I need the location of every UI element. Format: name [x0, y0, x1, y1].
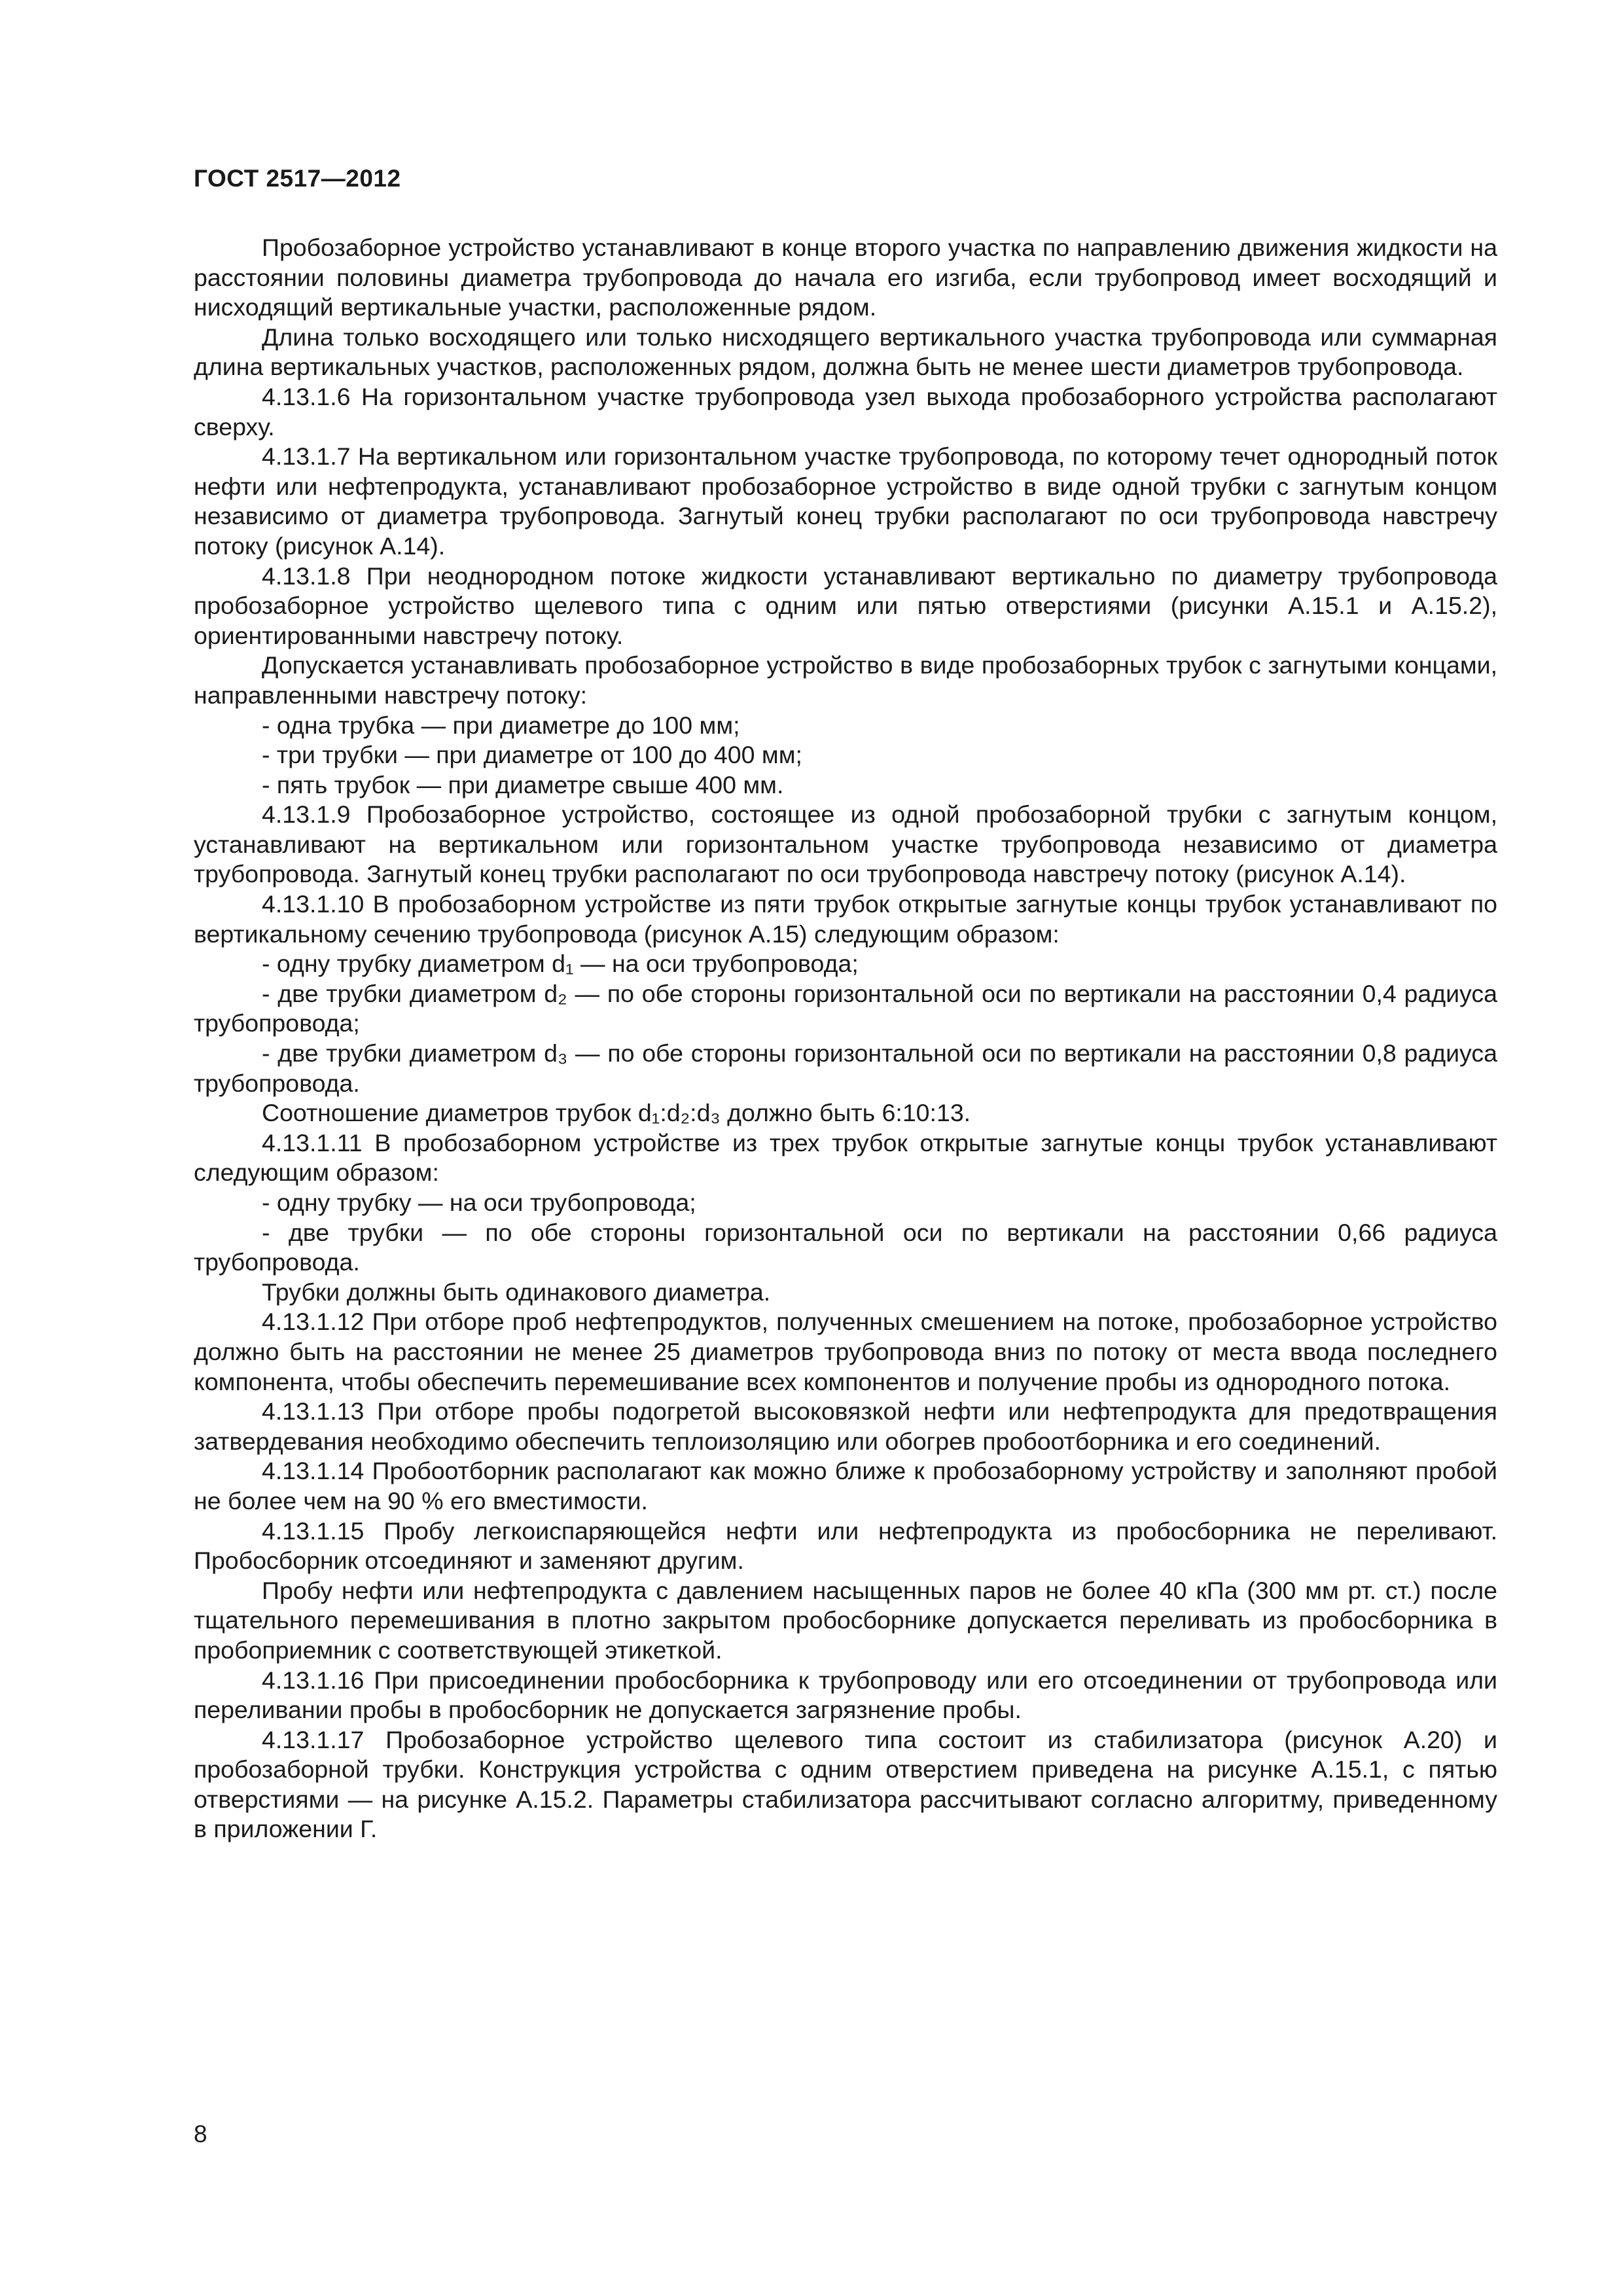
list-item: - две трубки диаметром d₃ — по обе стороны горизонтальной оси по вертикали на расстоянии 0,8 радиуса трубопровода. [194, 1039, 1497, 1097]
document-header: ГОСТ 2517—2012 [194, 165, 401, 192]
paragraph: Допускается устанавливать пробозаборное устройство в виде пробозаборных трубок с загнутыми концами, направленными навстречу потоку: [194, 651, 1497, 709]
list-item: - одну трубку — на оси трубопровода; [262, 1189, 696, 1216]
paragraph: Соотношение диаметров трубок d₁:d₂:d₃ должно быть 6:10:13. [262, 1099, 971, 1127]
paragraph: Трубки должны быть одинакового диаметра. [262, 1278, 771, 1306]
page-number: 8 [194, 2121, 207, 2147]
paragraph: Длина только восходящего или только нисходящего вертикального участка трубопровода или суммарная длина вертикальных участков, расположенных рядом, должна быть не менее шести диаметров трубопровода. [194, 323, 1497, 381]
paragraph: 4.13.1.11 В пробозаборном устройстве из трех трубок открытые загнутые концы трубок устанавливают следующим образом: [194, 1128, 1497, 1187]
paragraph: 4.13.1.14 Пробоотборник располагают как можно ближе к пробозаборному устройству и заполняют пробой не более чем на 90 % его вместимости. [194, 1457, 1497, 1515]
paragraph: 4.13.1.15 Пробу легкоиспаряющейся нефти или нефтепродукта из пробосборника не переливают. Пробосборник отсоединяют и заменяют другим. [194, 1516, 1497, 1575]
paragraph: 4.13.1.7 На вертикальном или горизонтальном участке трубопровода, по которому течет однородный поток нефти или нефтепродукта, устанавливают пробозаборное устройство в виде одной трубки с загнутым концом независимо от диаметра трубопровода. Загнутый конец трубки располагают по оси трубопровода навстречу потоку (рисунок А.14). [194, 442, 1497, 560]
list-item: - две трубки диаметром d₂ — по обе стороны горизонтальной оси по вертикали на расстоянии 0,4 радиуса трубопровода; [194, 979, 1497, 1037]
paragraph: 4.13.1.16 При присоединении пробосборника к трубопроводу или его отсоединении от трубопровода или переливании пробы в пробосборник не допускается загрязнение пробы. [194, 1666, 1497, 1724]
list-item: - пять трубок — при диаметре свыше 400 мм. [262, 770, 784, 798]
paragraph: 4.13.1.6 На горизонтальном участке трубопровода узел выхода пробозаборного устройства располагают сверху. [194, 382, 1497, 440]
paragraph: 4.13.1.8 При неоднородном потоке жидкости устанавливают вертикально по диаметру трубопровода пробозаборное устройство щелевого типа с одним или пятью отверстиями (рисунки А.15.1 и А.15.2), ориентированными навстречу потоку. [194, 562, 1497, 649]
list-item: - одна трубка — при диаметре до 100 мм; [262, 711, 740, 739]
paragraph: 4.13.1.12 При отборе проб нефтепродуктов, полученных смешением на потоке, пробозаборное устройство должно быть на расстоянии не менее 25 диаметров трубопровода вниз по потоку от места ввода последнего компонента, чтобы обеспечить перемешивание всех компонентов и получение пробы из однородного потока. [194, 1308, 1497, 1395]
paragraph: 4.13.1.17 Пробозаборное устройство щелевого типа состоит из стабилизатора (рисунок А.20) и пробозаборной трубки. Конструкция устройства с одним отверстием приведена на рисунке А.15.1, с пятью отверстиями — на рисунке А.15.2. Параметры стабилизатора рассчитывают согласно алгоритму, приведенному в приложении Г. [194, 1725, 1497, 1843]
list-item: - одну трубку диаметром d₁ — на оси трубопровода; [262, 950, 859, 978]
paragraph: 4.13.1.9 Пробозаборное устройство, состоящее из одной пробозаборной трубки с загнутым концом, устанавливают на вертикальном или горизонтальном участке трубопровода независимо от диаметра трубопровода. Загнутый конец трубки располагают по оси трубопровода навстречу потоку (рисунок А.14). [194, 800, 1497, 888]
list-item: - две трубки — по обе стороны горизонтальной оси по вертикали на расстоянии 0,66 радиуса трубопровода. [194, 1218, 1497, 1276]
paragraph: 4.13.1.10 В пробозаборном устройстве из пяти трубок открытые загнутые концы трубок устанавливают по вертикальному сечению трубопровода (рисунок А.15) следующим образом: [194, 890, 1497, 948]
paragraph: Пробозаборное устройство устанавливают в конце второго участка по направлению движения жидкости на расстоянии половины диаметра трубопровода до начала его изгиба, если трубопровод имеет восходящий и нисходящий вертикальные участки, расположенные рядом. [194, 234, 1497, 321]
document-body [194, 233, 1497, 1844]
paragraph: Пробу нефти или нефтепродукта с давлением насыщенных паров не более 40 кПа (300 мм рт. ст.) после тщательного перемешивания в плотно закрытом пробосборнике допускается переливать из пробосборника в пробоприемник с соответствующей этикеткой. [194, 1576, 1497, 1664]
paragraph: 4.13.1.13 При отборе пробы подогретой высоковязкой нефти или нефтепродукта для предотвращения затвердевания необходимо обеспечить теплоизоляцию или обогрев пробоотборника и его соединений. [194, 1397, 1497, 1455]
list-item: - три трубки — при диаметре от 100 до 400 мм; [262, 741, 802, 769]
